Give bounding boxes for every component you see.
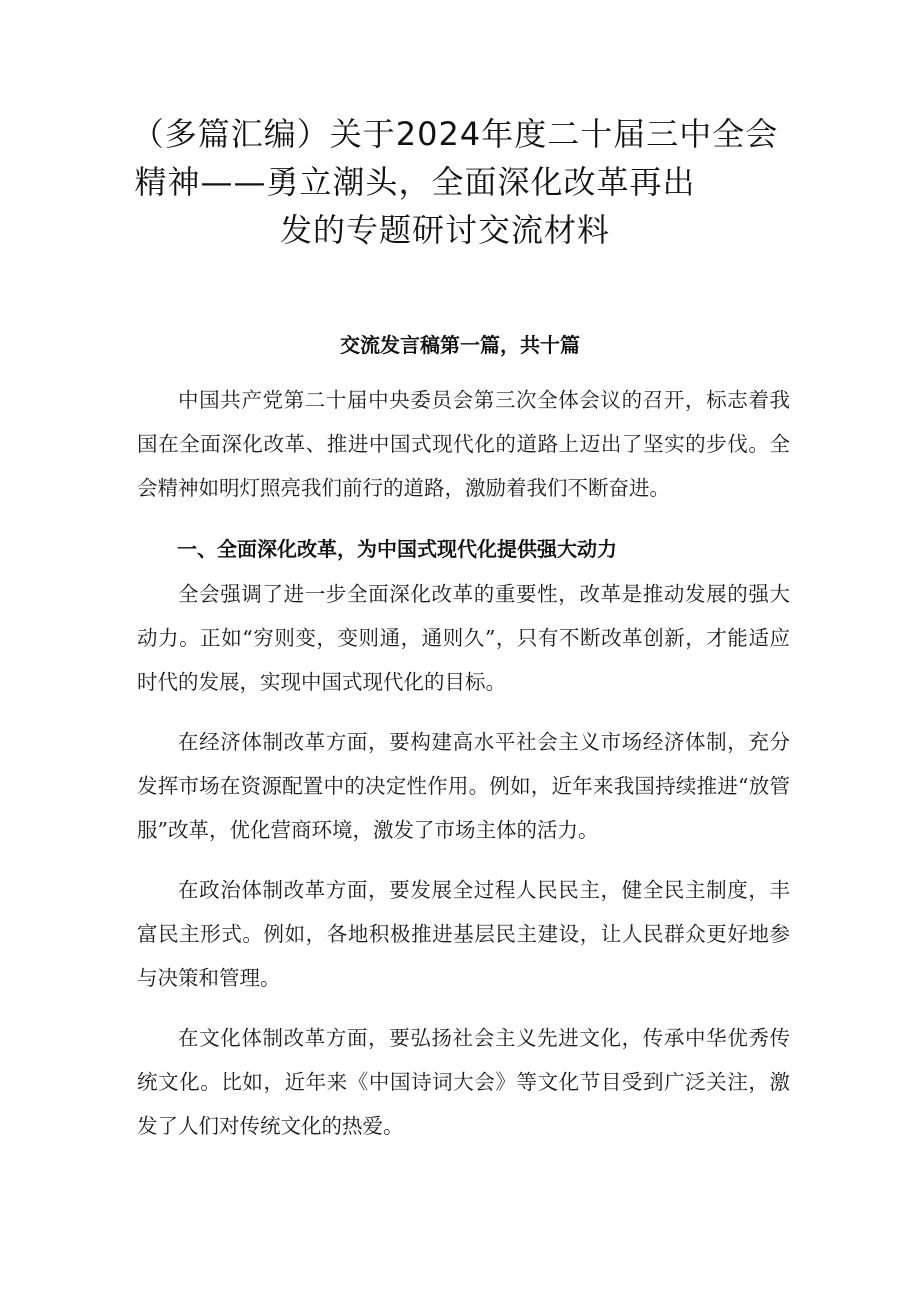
- title-line-3: 发的专题研讨交流材料: [279, 211, 610, 249]
- body-paragraph-4: 在文化体制改革方面，要弘扬社会主义先进文化，传承中华优秀传统文化。比如，近年来《中国诗词大会》等文化节目受到广泛关注，激发了人们对传统文化的热爱。: [137, 1026, 790, 1138]
- body-paragraph-2: 在经济体制改革方面，要构建高水平社会主义市场经济体制，充分发挥市场在资源配置中的决定性作用。例如，近年来我国持续推进“放管服”改革，优化营商环境，激发了市场主体的活力。: [137, 730, 790, 842]
- document-subheading: 交流发言稿第一篇，共十篇: [340, 333, 580, 357]
- section-1-heading: 一、全面深化改革，为中国式现代化提供强大动力: [177, 537, 617, 561]
- title-line-1: （多篇汇编）关于2024年度二十届三中全会: [131, 115, 779, 153]
- document-body: [137, 378, 790, 1148]
- body-paragraph-1: 全会强调了进一步全面深化改革的重要性，改革是推动发展的强大动力。正如“穷则变，变则通，通则久”，只有不断改革创新，才能适应时代的发展，实现中国式现代化的目标。: [137, 582, 790, 694]
- title-line-2: 精神——勇立潮头，全面深化改革再出: [134, 163, 696, 201]
- body-paragraph-3: 在政治体制改革方面，要发展全过程人民民主，健全民主制度，丰富民主形式。例如，各地积极推进基层民主建设，让人民群众更好地参与决策和管理。: [137, 878, 790, 990]
- document-title: [110, 110, 810, 254]
- intro-paragraph: 中国共产党第二十届中央委员会第三次全体会议的召开，标志着我国在全面深化改革、推进中国式现代化的道路上迈出了坚实的步伐。全会精神如明灯照亮我们前行的道路，激励着我们不断奋进。: [137, 388, 790, 500]
